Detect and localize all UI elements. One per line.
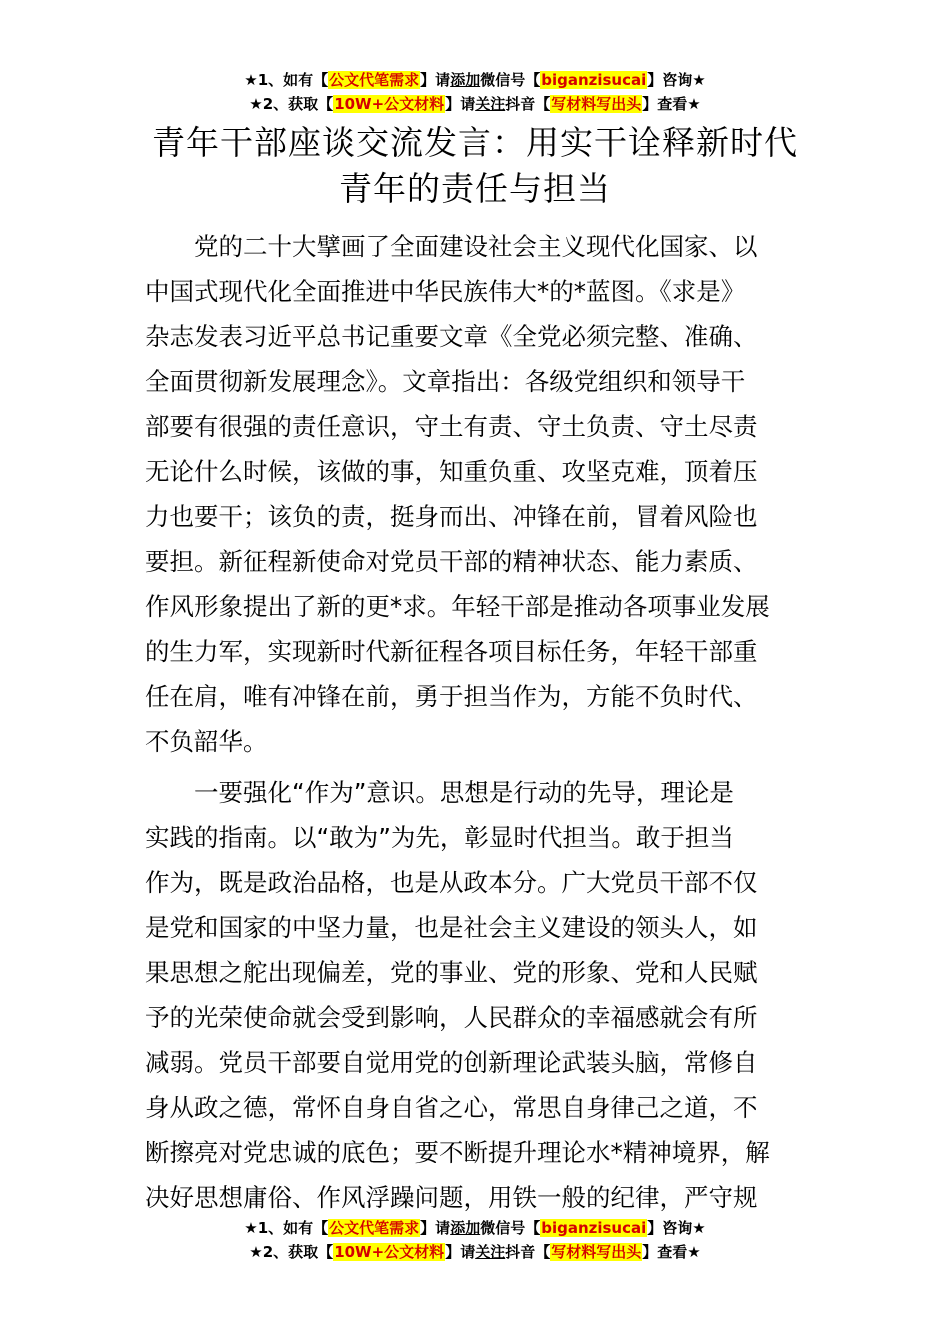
banner-underline: 添加	[450, 71, 481, 89]
banner-highlight: biganzisucai	[541, 1219, 647, 1237]
banner-text: 】请	[420, 71, 451, 89]
title-line: 青年干部座谈交流发言：用实干诠释新时代	[152, 123, 798, 162]
banner-text: ★1、如有【	[244, 71, 329, 89]
banner-text: 抖音【	[505, 1243, 551, 1261]
text-line: 作风形象提出了新的更*求。年轻干部是推动各项事业发展	[145, 592, 770, 621]
text-line: 的生力军，实现新时代新征程各项目标任务，年轻干部重	[145, 637, 758, 666]
paragraph-1	[145, 224, 805, 764]
banner-text: 微信号【	[480, 71, 541, 89]
header-banner	[0, 68, 950, 116]
banner-highlight: 10W+公文材料	[334, 95, 445, 113]
banner-text: 】请	[445, 1243, 476, 1261]
text-line: 中国式现代化全面推进中华民族伟大*的*蓝图。《求是》	[145, 277, 746, 306]
text-line: 无论什么时候，该做的事，知重负重、攻坚克难，顶着压	[145, 457, 758, 486]
banner-text: ★2、获取【	[249, 95, 334, 113]
banner-text: 】咨询★	[647, 71, 706, 89]
banner-highlight: 10W+公文材料	[334, 1243, 445, 1261]
document-body	[145, 224, 805, 1220]
banner-underline: 添加	[450, 1219, 481, 1237]
text-line: 身从政之德，常怀自身自省之心，常思自身律己之道，不	[145, 1093, 758, 1122]
banner-text: 】请	[420, 1219, 451, 1237]
banner-text: 微信号【	[480, 1219, 541, 1237]
text-line: 实践的指南。以“敢为”为先，彰显时代担当。敢于担当	[145, 823, 734, 852]
text-line: 决好思想庸俗、作风浮躁问题，用铁一般的纪律，严守规	[145, 1183, 758, 1212]
banner-line-1	[0, 1216, 950, 1240]
banner-highlight: 写材料写出头	[551, 95, 642, 113]
paragraph-2	[145, 770, 805, 1220]
banner-line-1	[0, 68, 950, 92]
title-line: 青年的责任与担当	[339, 169, 611, 208]
text-line: 是党和国家的中坚力量，也是社会主义建设的领头人，如	[145, 913, 758, 942]
text-line: 党的二十大擘画了全面建设社会主义现代化国家、以	[194, 232, 758, 261]
banner-text: 】查看★	[642, 95, 701, 113]
footer-banner	[0, 1216, 950, 1264]
text-line: 全面贯彻新发展理念》。文章指出：各级党组织和领导干	[145, 367, 746, 396]
banner-underline: 关注	[475, 1243, 506, 1261]
banner-highlight: 公文代笔需求	[329, 71, 420, 89]
banner-line-2	[0, 1240, 950, 1264]
text-line: 减弱。党员干部要自觉用党的创新理论武装头脑，常修自	[145, 1048, 758, 1077]
banner-text: 抖音【	[505, 95, 551, 113]
text-line: 断擦亮对党忠诚的底色；要不断提升理论水*精神境界，解	[145, 1138, 770, 1167]
text-line: 要担。新征程新使命对党员干部的精神状态、能力素质、	[145, 547, 758, 576]
banner-text: 】咨询★	[647, 1219, 706, 1237]
banner-highlight: 公文代笔需求	[329, 1219, 420, 1237]
text-line: 杂志发表习近平总书记重要文章《全党必须完整、准确、	[145, 322, 758, 351]
text-line: 不负韶华。	[145, 727, 268, 756]
text-line: 一要强化“作为”意识。思想是行动的先导，理论是	[194, 778, 734, 807]
banner-highlight: biganzisucai	[541, 71, 647, 89]
banner-text: 】查看★	[642, 1243, 701, 1261]
banner-text: ★1、如有【	[244, 1219, 329, 1237]
banner-highlight: 写材料写出头	[551, 1243, 642, 1261]
banner-text: 】请	[445, 95, 476, 113]
banner-line-2	[0, 92, 950, 116]
text-line: 果思想之舵出现偏差，党的事业、党的形象、党和人民赋	[145, 958, 758, 987]
text-line: 予的光荣使命就会受到影响，人民群众的幸福感就会有所	[145, 1003, 758, 1032]
banner-text: ★2、获取【	[249, 1243, 334, 1261]
banner-underline: 关注	[475, 95, 506, 113]
text-line: 作为，既是政治品格，也是从政本分。广大党员干部不仅	[145, 868, 758, 897]
text-line: 部要有很强的责任意识，守土有责、守土负责、守土尽责	[145, 412, 758, 441]
text-line: 力也要干；该负的责，挺身而出、冲锋在前，冒着风险也	[145, 502, 758, 531]
document-title	[145, 120, 805, 212]
text-line: 任在肩，唯有冲锋在前，勇于担当作为，方能不负时代、	[145, 682, 758, 711]
